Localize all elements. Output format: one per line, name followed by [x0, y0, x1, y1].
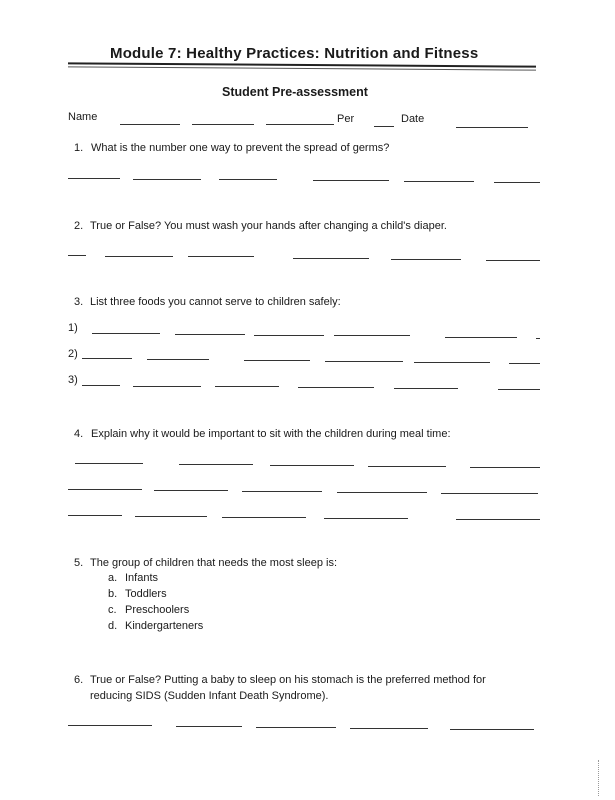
answer-line[interactable] — [391, 259, 461, 260]
answer-line[interactable] — [215, 386, 279, 387]
answer-line[interactable] — [147, 359, 209, 360]
question-text: True or False? Putting a baby to sleep on his stomach is the preferred method for — [90, 674, 486, 686]
question-number: 4. — [74, 428, 84, 440]
page-title: Module 7: Healthy Practices: Nutrition and Fitness — [110, 45, 479, 62]
question-number: 2. — [74, 220, 84, 232]
answer-line[interactable] — [175, 334, 245, 335]
list-item-label: 1) — [68, 322, 78, 334]
date-field[interactable] — [456, 127, 528, 128]
answer-line[interactable] — [536, 338, 540, 339]
question-number: 1. — [74, 142, 84, 154]
answer-line[interactable] — [337, 492, 427, 493]
answer-line[interactable] — [219, 179, 277, 180]
answer-line[interactable] — [68, 255, 86, 256]
answer-line[interactable] — [82, 358, 132, 359]
answer-line[interactable] — [75, 463, 143, 464]
answer-line[interactable] — [176, 726, 242, 727]
answer-line[interactable] — [244, 360, 310, 361]
option-letter: b. — [108, 588, 118, 600]
answer-line[interactable] — [324, 518, 408, 519]
answer-line[interactable] — [82, 385, 120, 386]
answer-line[interactable] — [105, 256, 173, 257]
answer-line[interactable] — [242, 491, 322, 492]
answer-line[interactable] — [394, 388, 458, 389]
answer-line[interactable] — [368, 466, 446, 467]
answer-line[interactable] — [509, 363, 540, 364]
answer-line[interactable] — [313, 180, 389, 181]
question-number: 5. — [74, 557, 84, 569]
answer-line[interactable] — [68, 515, 122, 516]
answer-line[interactable] — [135, 516, 207, 517]
period-field[interactable] — [374, 126, 394, 127]
answer-line[interactable] — [298, 387, 374, 388]
name-field[interactable] — [192, 124, 254, 125]
name-field[interactable] — [120, 124, 180, 125]
answer-line[interactable] — [256, 727, 336, 728]
answer-line[interactable] — [222, 517, 306, 518]
answer-line[interactable] — [486, 260, 540, 261]
answer-line[interactable] — [445, 337, 517, 338]
option-letter: d. — [108, 620, 118, 632]
name-label: Name — [68, 111, 98, 123]
answer-line[interactable] — [334, 335, 410, 336]
option-text[interactable]: Toddlers — [125, 588, 167, 600]
answer-line[interactable] — [414, 362, 490, 363]
answer-line[interactable] — [133, 386, 201, 387]
answer-line[interactable] — [498, 389, 540, 390]
question-text: Explain why it would be important to sit with the children during meal time: — [91, 428, 451, 440]
option-text[interactable]: Kindergarteners — [125, 620, 204, 632]
question-text: What is the number one way to prevent the spread of germs? — [91, 142, 390, 154]
answer-line[interactable] — [179, 464, 253, 465]
answer-line[interactable] — [325, 361, 403, 362]
answer-line[interactable] — [404, 181, 474, 182]
name-field[interactable] — [266, 124, 334, 125]
option-text[interactable]: Preschoolers — [125, 604, 190, 616]
answer-line[interactable] — [154, 490, 228, 491]
answer-line[interactable] — [254, 335, 324, 336]
scan-edge-mark — [598, 760, 601, 796]
answer-line[interactable] — [441, 493, 538, 494]
list-item-label: 3) — [68, 374, 78, 386]
date-label: Date — [401, 113, 425, 125]
answer-line[interactable] — [188, 256, 254, 257]
answer-line[interactable] — [270, 465, 354, 466]
answer-line[interactable] — [494, 182, 540, 183]
question-number: 6. — [74, 674, 84, 686]
question-text: List three foods you cannot serve to children safely: — [90, 296, 341, 308]
list-item-label: 2) — [68, 348, 78, 360]
page-subtitle: Student Pre-assessment — [222, 85, 368, 99]
answer-line[interactable] — [293, 258, 369, 259]
answer-line[interactable] — [470, 467, 540, 468]
answer-line[interactable] — [68, 725, 152, 726]
option-letter: a. — [108, 572, 118, 584]
answer-line[interactable] — [68, 489, 142, 490]
question-text-continued: reducing SIDS (Sudden Infant Death Syndrome). — [90, 690, 329, 702]
answer-line[interactable] — [350, 728, 428, 729]
question-text: The group of children that needs the most sleep is: — [90, 557, 338, 569]
answer-line[interactable] — [133, 179, 201, 180]
question-text: True or False? You must wash your hands after changing a child's diaper. — [90, 220, 447, 232]
option-letter: c. — [108, 604, 117, 616]
period-label: Per — [337, 113, 355, 125]
answer-line[interactable] — [68, 178, 120, 179]
answer-line[interactable] — [92, 333, 160, 334]
question-number: 3. — [74, 296, 84, 308]
answer-line[interactable] — [450, 729, 534, 730]
answer-line[interactable] — [456, 519, 540, 520]
option-text[interactable]: Infants — [125, 572, 159, 584]
